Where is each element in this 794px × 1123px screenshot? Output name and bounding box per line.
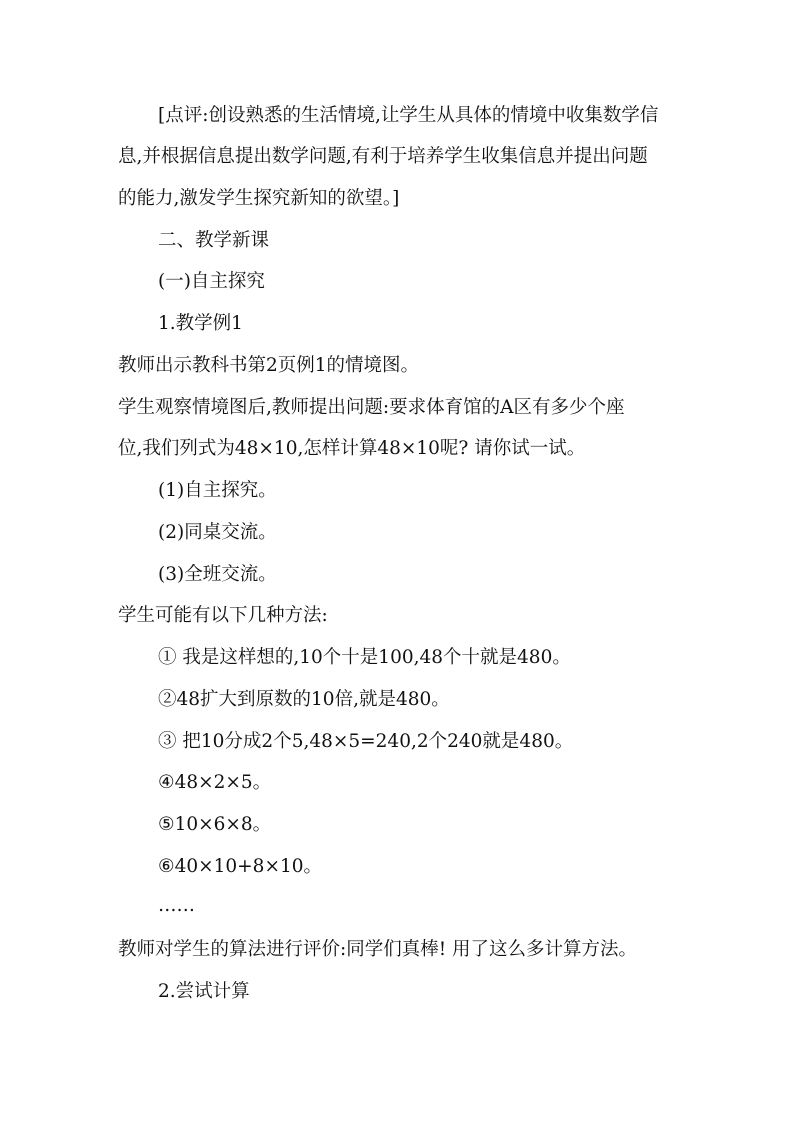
method-item: ③ 把10分成2个5,48×5=240,2个240就是480。 <box>158 731 574 752</box>
section-heading: 二、教学新课 <box>158 230 270 251</box>
method-item: ④48×2×5。 <box>158 772 272 793</box>
paragraph-line: 位,我们列式为48×10,怎样计算48×10呢? 请你试一试。 <box>118 438 586 459</box>
method-item: ⑥40×10+8×10。 <box>158 856 322 877</box>
subsection-heading: (一)自主探究 <box>158 271 265 292</box>
ellipsis: …… <box>158 895 195 916</box>
method-item: ⑤10×6×8。 <box>158 814 272 835</box>
list-item: (3)全班交流。 <box>158 564 277 585</box>
example-heading: 1.教学例1 <box>158 313 243 334</box>
method-item: ②48扩大到原数的10倍,就是480。 <box>158 689 450 710</box>
list-item: (1)自主探究。 <box>158 480 277 501</box>
method-item: ① 我是这样想的,10个十是100,48个十就是480。 <box>158 647 571 668</box>
example-heading: 2.尝试计算 <box>158 981 250 1002</box>
comment-line-3: 的能力,激发学生探究新知的欲望。] <box>118 188 400 209</box>
list-item: (2)同桌交流。 <box>158 522 277 543</box>
comment-line-2: 息,并根据信息提出数学问题,有利于培养学生收集信息并提出问题 <box>118 146 648 167</box>
comment-line-1: [点评:创设熟悉的生活情境,让学生从具体的情境中收集数学信 <box>158 105 659 126</box>
paragraph-line: 学生可能有以下几种方法: <box>118 605 328 626</box>
paragraph-line: 学生观察情境图后,教师提出问题:要求体育馆的A区有多少个座 <box>118 397 625 418</box>
paragraph-line: 教师对学生的算法进行评价:同学们真棒! 用了这么多计算方法。 <box>118 939 638 960</box>
paragraph-line: 教师出示教科书第2页例1的情境图。 <box>118 355 420 376</box>
